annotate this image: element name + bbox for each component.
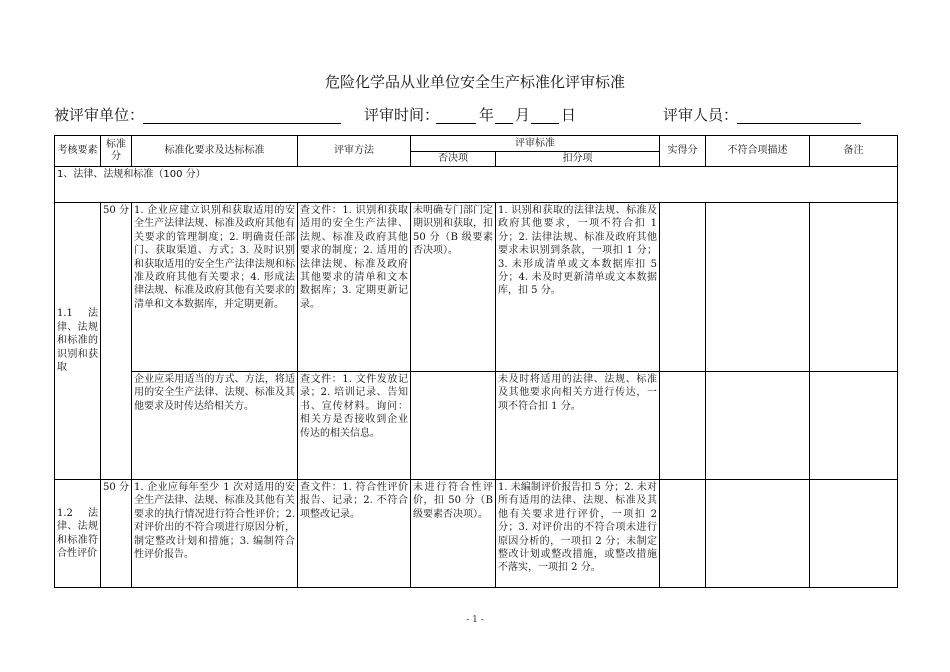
deduct-cell: 未及时将适用的法律、法规、标准及其他要求向相关方进行传达，一项不符合扣 1 分。 xyxy=(496,372,660,480)
nonconform-cell[interactable] xyxy=(706,372,810,480)
document-title: 危险化学品从业单位安全生产标准化评审标准 xyxy=(324,73,625,91)
col-nonconform: 不符合项描述 xyxy=(706,136,810,167)
col-actual: 实得分 xyxy=(660,136,706,167)
section-row xyxy=(55,167,898,203)
col-method: 评审方法 xyxy=(298,136,411,167)
actual-score-cell[interactable] xyxy=(660,480,706,588)
year-label: 年 xyxy=(479,106,495,124)
veto-cell: 未进行符合性评价，扣 50 分（B 级要素否决项）。 xyxy=(411,480,496,588)
veto-cell xyxy=(411,372,496,480)
table-row xyxy=(55,203,898,372)
element-cell: 1.1 法律、法规和标准的识别和获取 xyxy=(55,203,101,480)
method-cell: 查文件：1. 符合性评价报告、记录；2. 不符合项整改记录。 xyxy=(298,480,411,588)
col-score: 标准分 xyxy=(101,136,132,167)
deduct-cell: 1. 未编制评价报告扣 5 分；2. 未对所有适用的法律、法规、标准及其他有关要求进行评价，一项扣 2 分；3. 对评价出的不符合项未进行原因分析的，一项扣 2 分；未制定整改计划或整改措施，或整改措施不落实，一项扣 2 分。 xyxy=(496,480,660,588)
requirement-cell: 企业应采用适当的方式、方法，将适用的安全生产法律、法规、标准及其他要求及时传达给相关方。 xyxy=(132,372,298,480)
nonconform-cell[interactable] xyxy=(706,480,810,588)
col-remark: 备注 xyxy=(810,136,898,167)
month-label: 月 xyxy=(515,106,531,124)
veto-cell: 未明确专门部门定期识别和获取，扣 50 分（B 级要素否决项）。 xyxy=(411,203,496,372)
remark-cell[interactable] xyxy=(810,480,898,588)
unit-label: 被评审单位： xyxy=(54,106,145,124)
requirement-cell: 1. 企业应每年至少 1 次对适用的安全生产法律、法规、标准及其他有关要求的执行情况进行符合性评价；2. 对评价出的不符合项进行原因分析，制定整改计划和措施；3. 编制符合性评价报告。 xyxy=(132,480,298,588)
remark-cell[interactable] xyxy=(810,203,898,372)
col-criteria: 评审标准 xyxy=(411,136,660,152)
col-deduct: 扣分项 xyxy=(496,152,660,167)
nonconform-cell[interactable] xyxy=(706,203,810,372)
col-veto: 否决项 xyxy=(411,152,496,167)
day-label: 日 xyxy=(561,106,577,124)
remark-cell[interactable] xyxy=(810,372,898,480)
col-requirement: 标准化要求及达标标准 xyxy=(132,136,298,167)
requirement-cell: 1. 企业应建立识别和获取适用的安全生产法律法规、标准及政府其他有关要求的管理制度；2. 明确责任部门、获取渠道、方式；3. 及时识别和获取适用的安全生产法律法规和标准及政府其他有关要求；4. 形成法律法规、标准及政府其他有关要求的清单和文本数据库，并定期更新。 xyxy=(132,203,298,372)
deduct-cell: 1. 识别和获取的法律法规、标准及政府其他要求，一项不符合扣 1 分；2. 法律法规、标准及政府其他要求未识别到条款，一项扣 1 分；3. 未形成清单或文本数据库扣 5 分；4. 未及时更新清单或文本数据库，扣 5 分。 xyxy=(496,203,660,372)
col-element: 考核要素 xyxy=(55,136,101,167)
table-header-row xyxy=(55,136,898,152)
score-cell: 50 分 xyxy=(101,480,132,588)
table-row xyxy=(55,372,898,480)
score-cell: 50 分 xyxy=(101,203,132,480)
page-number: - 1 - xyxy=(466,615,484,625)
element-cell: 1.2 法律、法规和标准符合性评价 xyxy=(55,480,101,588)
section-title: 1、法律、法规和标准（100 分） xyxy=(55,167,898,203)
actual-score-cell[interactable] xyxy=(660,203,706,372)
time-label: 评审时间： xyxy=(364,106,440,124)
actual-score-cell[interactable] xyxy=(660,372,706,480)
staff-field[interactable] xyxy=(737,123,861,124)
month-field[interactable] xyxy=(495,123,513,124)
unit-field[interactable] xyxy=(143,123,341,124)
evaluation-table xyxy=(54,135,898,588)
day-field[interactable] xyxy=(531,123,559,124)
year-field[interactable] xyxy=(436,123,476,124)
method-cell: 查文件：1. 识别和获取适用的安全生产法律、法规、标准及政府其他要求的制度；2. 适用的法律法规、标准及政府其他要求的清单和文本数据库；3. 定期更新记录。 xyxy=(298,203,411,372)
table-row xyxy=(55,480,898,588)
method-cell: 查文件：1. 文件发放记录；2. 培训记录、告知书、宣传材料。询问：相关方是否接收到企业传达的相关信息。 xyxy=(298,372,411,480)
staff-label: 评审人员： xyxy=(663,106,739,124)
